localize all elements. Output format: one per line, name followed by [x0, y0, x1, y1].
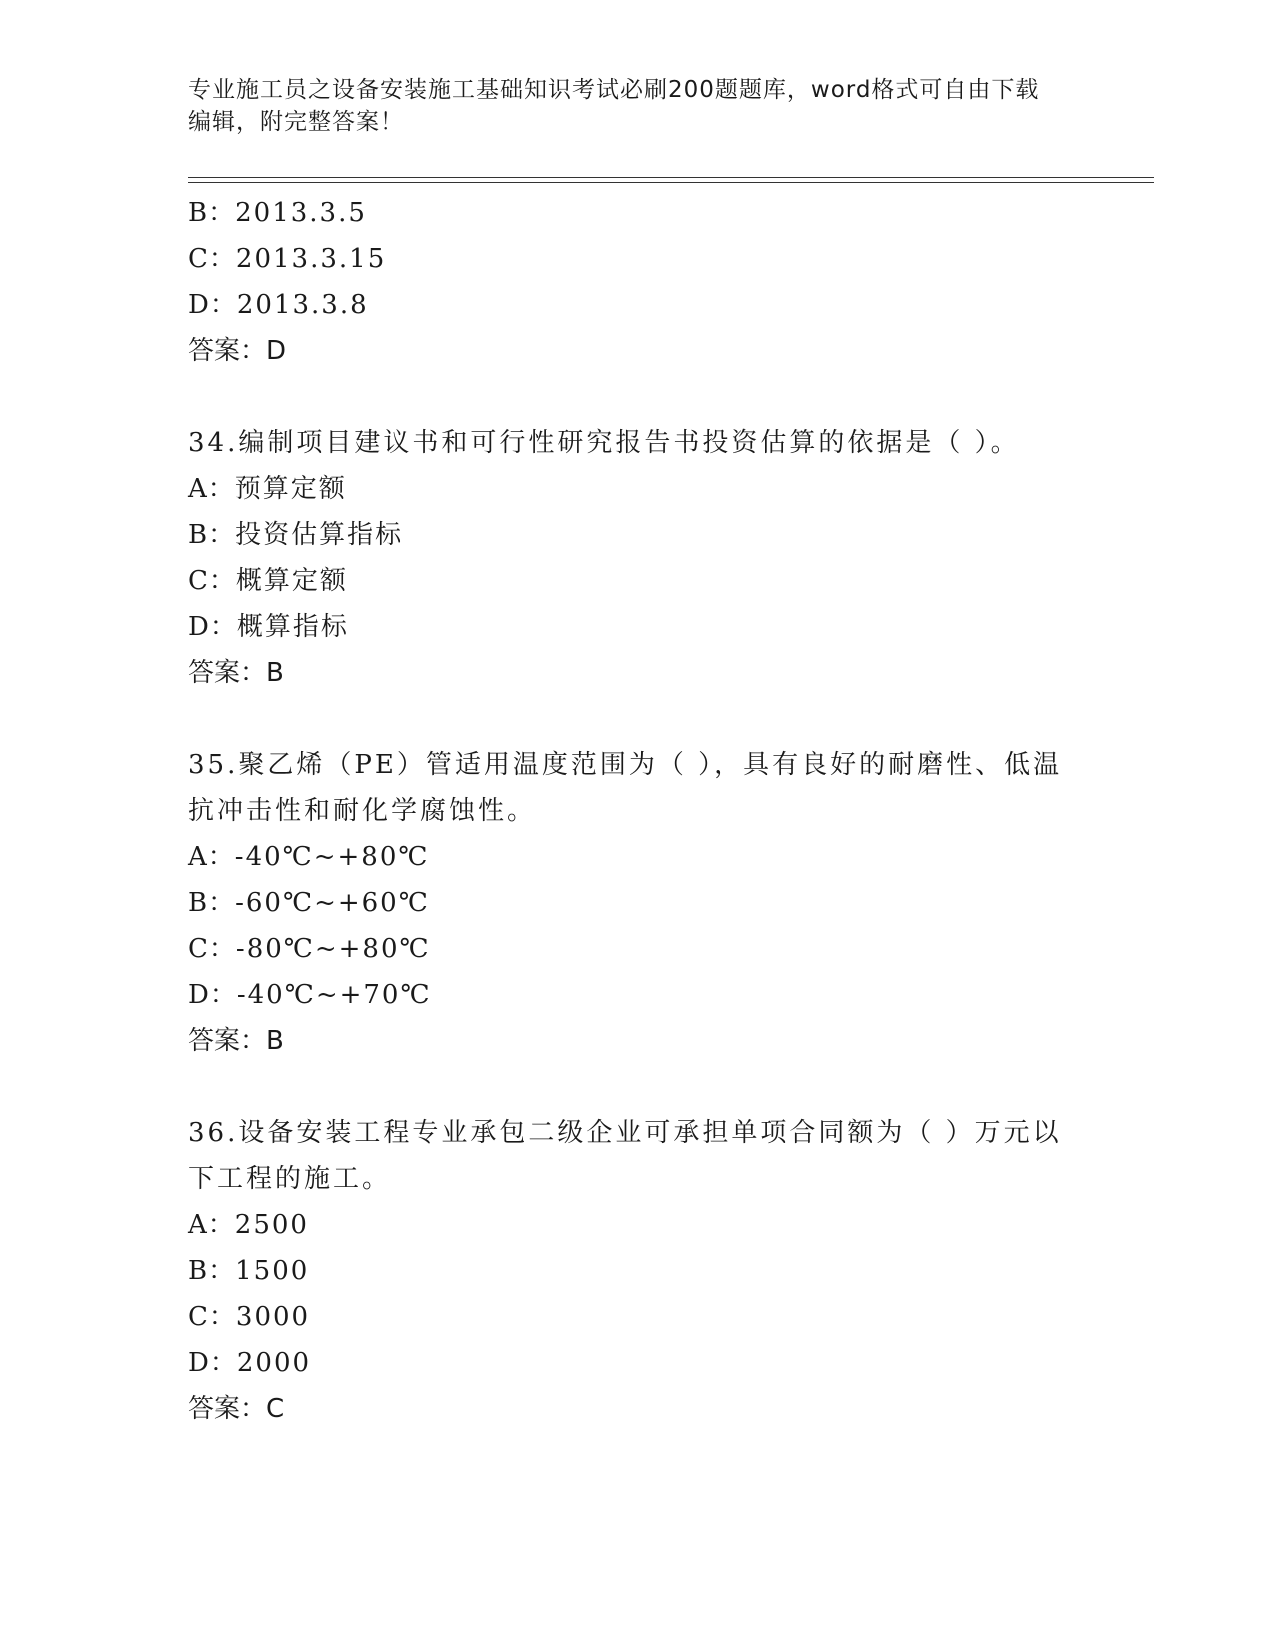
option-key: D： — [188, 290, 237, 320]
option-key: B： — [188, 198, 236, 228]
spacer — [188, 1064, 1088, 1110]
spacer — [188, 374, 1088, 420]
option-text: 预算定额 — [234, 474, 347, 504]
option-key: B： — [188, 520, 236, 550]
option-text: -80℃~+80℃ — [235, 934, 431, 964]
option-b — [188, 880, 1088, 926]
option-text: 概算定额 — [235, 566, 348, 596]
answer-line: 答案：B — [188, 658, 284, 688]
option-key: B： — [188, 888, 236, 918]
document-header — [188, 74, 1088, 138]
option-d — [188, 604, 1088, 650]
header-divider-top — [188, 177, 1154, 178]
question-33-continued — [188, 190, 1088, 374]
header-divider-bottom — [188, 182, 1154, 183]
option-key: C： — [188, 1302, 236, 1332]
option-d — [188, 972, 1088, 1018]
option-c — [188, 926, 1088, 972]
option-c — [188, 1294, 1088, 1340]
question-stem-line-2: 下工程的施工。 — [188, 1164, 392, 1194]
option-b — [188, 512, 1088, 558]
header-title-line-2: 编辑，附完整答案！ — [188, 109, 404, 135]
option-d — [188, 1340, 1088, 1386]
option-text: -40℃~+80℃ — [234, 842, 430, 872]
question-34 — [188, 420, 1088, 696]
question-35 — [188, 742, 1088, 1064]
option-text: 2013.3.8 — [236, 290, 369, 320]
option-key: A： — [188, 474, 235, 504]
option-text: -60℃~+60℃ — [235, 888, 430, 918]
option-text: 3000 — [235, 1302, 311, 1332]
option-b — [188, 190, 1088, 236]
question-36 — [188, 1110, 1088, 1432]
option-key: A： — [188, 842, 235, 872]
option-a — [188, 1202, 1088, 1248]
option-c — [188, 236, 1088, 282]
option-text: 2013.3.15 — [235, 244, 387, 274]
question-stem-line-1: 35.聚乙烯（PE）管适用温度范围为（ ），具有良好的耐磨性、低温 — [188, 750, 1063, 780]
option-d — [188, 282, 1088, 328]
answer-line: 答案：C — [188, 1394, 285, 1424]
answer-line: 答案：D — [188, 336, 287, 366]
option-key: D： — [188, 612, 237, 642]
answer-line: 答案：B — [188, 1026, 284, 1056]
option-a — [188, 466, 1088, 512]
question-stem: 34.编制项目建议书和可行性研究报告书投资估算的依据是（ ）。 — [188, 428, 1020, 458]
option-key: B： — [188, 1256, 236, 1286]
question-stem-line-1: 36.设备安装工程专业承包二级企业可承担单项合同额为（ ）万元以 — [188, 1118, 1062, 1148]
document-body — [188, 190, 1088, 1432]
header-title-line-1: 专业施工员之设备安装施工基础知识考试必刷200题题库，word格式可自由下载 — [188, 77, 1040, 103]
spacer — [188, 696, 1088, 742]
option-key: A： — [188, 1210, 235, 1240]
option-text: -40℃~+70℃ — [236, 980, 432, 1010]
option-key: C： — [188, 566, 236, 596]
option-key: D： — [188, 980, 237, 1010]
option-text: 2000 — [236, 1348, 312, 1378]
option-text: 投资估算指标 — [235, 520, 404, 550]
option-text: 概算指标 — [236, 612, 349, 642]
option-key: D： — [188, 1348, 237, 1378]
option-text: 1500 — [235, 1256, 310, 1286]
option-text: 2013.3.5 — [235, 198, 367, 228]
option-text: 2500 — [234, 1210, 309, 1240]
option-key: C： — [188, 244, 236, 274]
option-c — [188, 558, 1088, 604]
option-a — [188, 834, 1088, 880]
option-b — [188, 1248, 1088, 1294]
question-stem-line-2: 抗冲击性和耐化学腐蚀性。 — [188, 796, 537, 826]
option-key: C： — [188, 934, 236, 964]
